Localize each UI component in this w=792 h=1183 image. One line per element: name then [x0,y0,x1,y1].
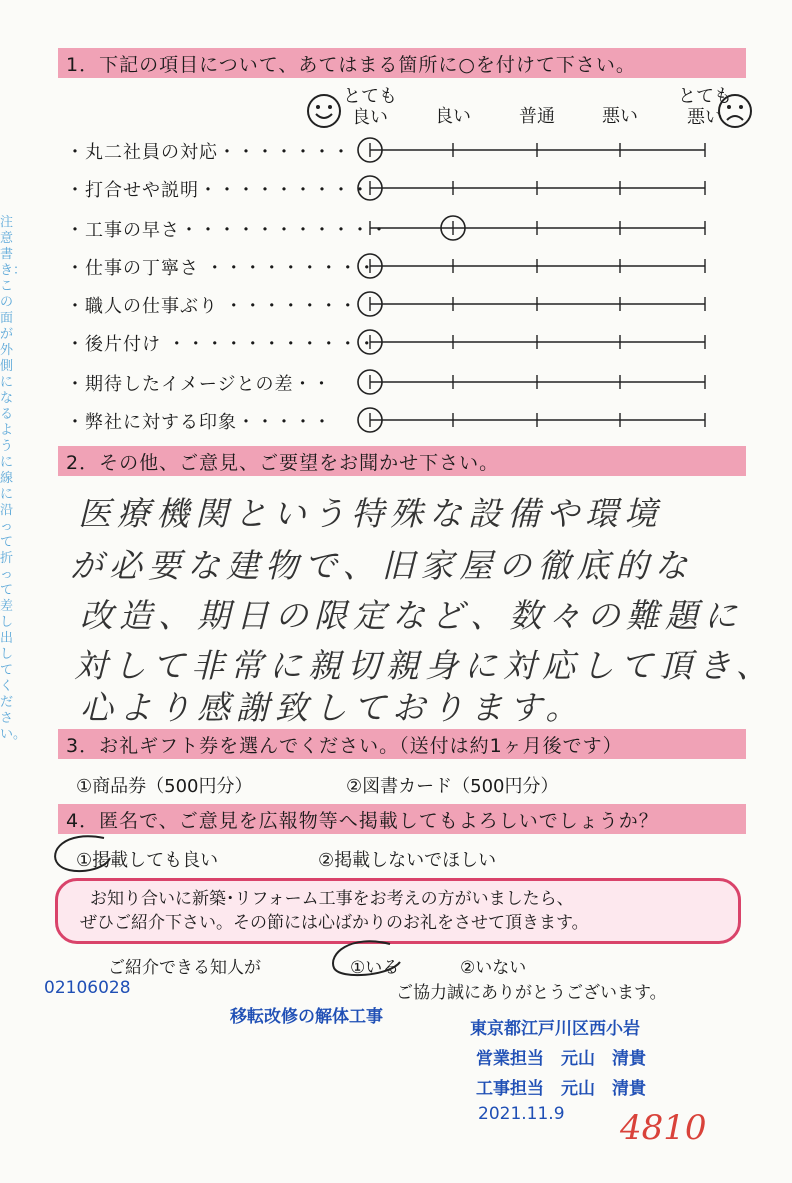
rating-item-label: ・弊社に対する印象・・・・・ [66,412,332,433]
scale-label-1: とても 良い [343,86,397,128]
red-number: 4810 [620,1108,707,1148]
section-1-title: 1．下記の項目について、あてはまる箇所に○を付けて下さい。 [66,54,636,76]
rating-scale-row[interactable] [355,368,720,396]
rating-scale-row[interactable] [355,214,720,242]
comment-line-2: が必要な建物で、旧家屋の徹底的な [70,546,694,585]
rating-item-label: ・期待したイメージとの差・・ [66,374,332,395]
address: 東京都江戸川区西小岩 [470,1019,640,1039]
smile-icon [306,93,342,129]
scale-label-4: 悪い [602,106,638,127]
gift-option-2[interactable]: ②図書カード（500円分） [346,776,559,797]
rating-scale-row[interactable] [355,252,720,280]
rating-item-label: ・職人の仕事ぶり ・・・・・・・ [66,296,358,317]
referral-option-2[interactable]: ②いない [460,958,527,978]
rating-item-label: ・丸二社員の対応・・・・・・・ [66,142,351,163]
publish-option-2[interactable]: ②掲載しないでほしい [318,850,497,871]
date: 2021.11.9 [478,1104,565,1124]
referral-text-2: ぜひご紹介下さい。その節には心ばかりのお礼をさせて頂きます。 [80,913,589,933]
project-name: 移転改修の解体工事 [230,1007,383,1027]
section-4-title: 4．匿名で、ご意見を広報物等へ掲載してもよろしいでしょうか？ [66,810,659,832]
rating-item-label: ・仕事の丁寧さ ・・・・・・・・・ [66,258,377,279]
thanks-text: ご協力誠にありがとうございます。 [396,983,667,1003]
rating-scale-row[interactable] [355,136,720,164]
section-3-title: 3．お礼ギフト券を選んでください。（送付は約1ヶ月後です） [66,735,623,757]
rating-item-label: ・打合せや説明・・・・・・・・・ [66,180,370,201]
comment-line-3: 改造、期日の限定など、数々の難題に [80,596,743,635]
scale-label-3: 普通 [519,106,555,127]
comment-line-4: 対して非常に親切親身に対応して頂き、 [74,646,775,685]
publish-option-1[interactable]: ①掲載しても良い [76,850,219,871]
comment-line-1: 医療機関という特殊な設備や環境 [78,494,663,533]
sales-staff: 営業担当 元山 清貴 [476,1049,646,1069]
rating-scale-row[interactable] [355,174,720,202]
rating-scale-row[interactable] [355,328,720,356]
rating-scale-row[interactable] [355,406,720,434]
referral-option-1[interactable]: ①いる [350,958,400,978]
rating-scale-row[interactable] [355,290,720,318]
rating-item-label: ・後片付け ・・・・・・・・・・・ [66,334,377,355]
gift-option-1[interactable]: ①商品券（500円分） [76,776,253,797]
side-note: 注意書き：この面が外側になるように線に沿って折って差し出してください。 [0,215,27,742]
referral-label: ご紹介できる知人が [108,958,261,978]
scale-label-5: とても 悪い [678,86,732,128]
section-2-title: 2．その他、ご意見、ご要望をお聞かせ下さい。 [66,452,500,474]
comment-line-5: 心より感謝致しております。 [80,688,585,727]
scale-label-2: 良い [435,106,471,127]
rating-item-label: ・工事の早さ・・・・・・・・・・・ [66,220,389,241]
construction-staff: 工事担当 元山 清貴 [476,1079,646,1099]
code-number: 02106028 [44,978,131,998]
referral-text-1: お知り合いに新築･リフォーム工事をお考えの方がいましたら、 [90,889,574,909]
